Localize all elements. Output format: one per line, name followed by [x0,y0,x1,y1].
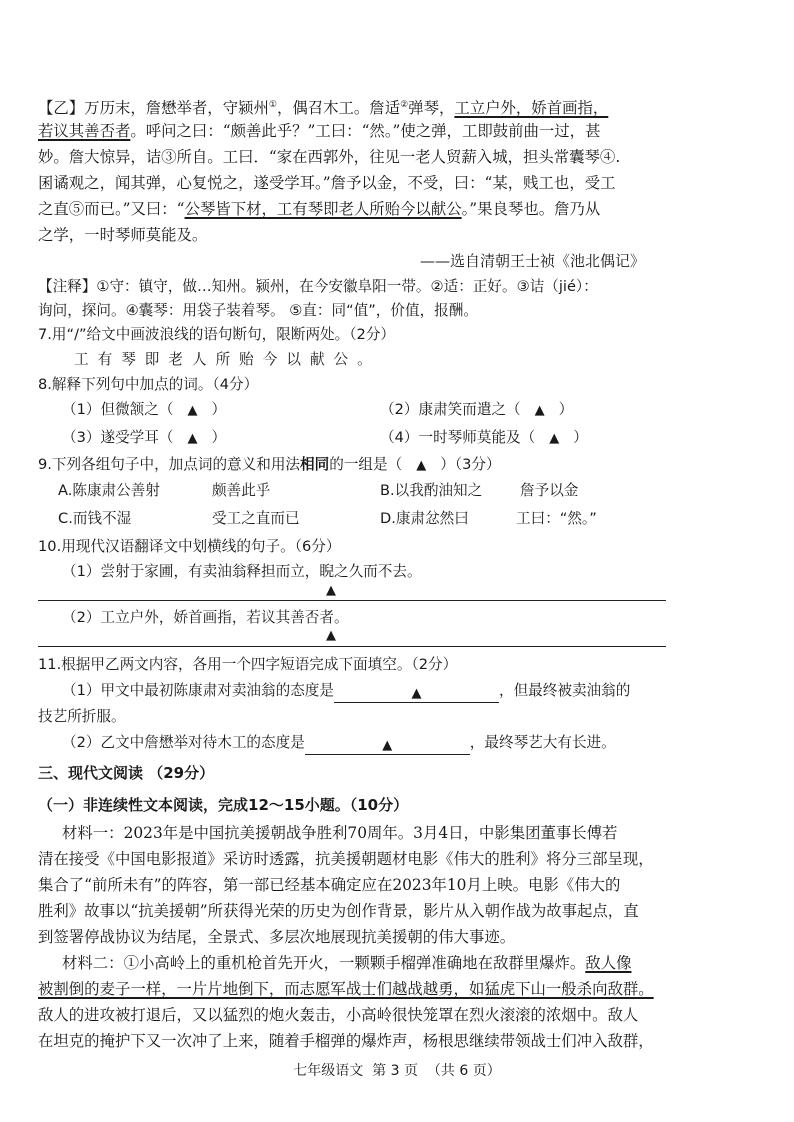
answer-line [38,600,666,601]
material-2-line-3: 敌人的进攻被打退后，又以猛烈的炮火轰击，小高岭很快笼罩在烈火滚滚的浓烟中。敌人 [38,1006,639,1024]
answer-blank-marker: ▲ [549,431,560,446]
underlined-sentence: 工立户外，娇首画指， [454,99,609,118]
answer-blank-marker: ▲ [187,403,198,418]
question-8-item-1: （1）但微颔之（ ▲ ） [62,401,227,418]
option-c-1: C.而钱不湿 [58,510,132,527]
notes-line-1: 【注释】①守：镇守，做…知州。颍州，在今安徽阜阳一带。②适：正好。③诘（jié）： [38,278,598,295]
question-8-item-3: （3）遂受学耳（ ▲ ） [62,429,227,446]
passage-line-6: 之学，一时琴师莫能及。 [38,226,208,244]
material-1-line-3: 集合了“前所未有”的阵容，第一部已经基本确定应在2023年10月上映。电影《伟大的 [38,876,621,894]
underlined-sentence: 若议其善否者 [38,122,131,140]
passage-line-3: 妙。詹大惊异，诘③所自。工曰．“家在西郭外，往见一老人贸薪入城，担头常囊琴④. [38,148,621,166]
wavy-underlined-sentence: 公琴皆下材，工有琴即老人所贻今以献公 [184,200,462,218]
option-c-2: 受工之直而已 [212,510,300,527]
option-d-2: 工曰：“然。” [516,510,597,527]
passage-line-1: 【乙】万历末，詹懋举者，守颍州①，偶召木工。詹适②弹琴，工立户外，娇首画指， [38,99,609,118]
fill-blank: ▲ [334,684,499,703]
subsection-title: （一）非连续性文本阅读，完成12～15小题。（10分） [38,796,409,814]
question-11: 11.根据甲乙两文内容，各用一个四字短语完成下面填空。（2分） [38,656,458,673]
passage-line-5: 之直⑤而已。”又曰：“公琴皆下材，工有琴即老人所贻今以献公。”果良琴也。詹乃从 [38,200,601,218]
answer-blank-marker: ▲ [187,431,198,446]
answer-blank-marker: ▲ [326,628,336,643]
material-2-line-4: 在坦克的掩护下又一次冲了上来，随着手榴弹的爆炸声，杨根思继续带领战士们冲入敌群， [38,1032,654,1050]
question-11-item-1: （1）甲文中最初陈康肃对卖油翁的态度是 ▲ ，但最终被卖油翁的 [62,682,631,701]
question-8: 8.解释下列句中加点的词。（4分） [38,376,259,393]
section-title: 三、现代文阅读 （29分） [38,764,215,782]
answer-line [38,646,666,647]
question-7: 7.用“/”给文中画波浪线的语句断句，限断两处。（2分） [38,326,396,343]
question-11-item-2: （2）乙文中詹懋举对待木工的态度是 ▲ ，最终琴艺大有长进。 [62,734,616,753]
option-d-1: D.康肃忿然曰 [380,510,469,527]
option-b-2: 詹予以金 [520,482,579,499]
material-1-line-4: 胜利》故事以“抗美援朝”所获得光荣的历史为创作背景，影片从入朝作战为故事起点，直 [38,902,639,920]
material-1-line-5: 到签署停战协议为结尾，全景式、多层次地展现抗美援朝的伟大事迹。 [38,928,516,946]
passage-line-2: 若议其善否者。呼问之曰：“颇善此乎？”工曰：“然。”使之弹，工即鼓前曲一过，甚 [38,122,601,140]
passage-line-4: 囷谲观之，闻其弹，心复悦之，遂受学耳。”詹予以金，不受，曰：“某，贱工也，受工 [38,174,616,192]
underlined-sentence: 被割倒的麦子一样，一片片地倒下，而志愿军战士们越战越勇，如猛虎下山一般杀向敌群。 [38,980,654,998]
answer-blank-marker: ▲ [534,403,545,418]
option-a-2: 颇善此乎 [212,482,271,499]
material-2-line-2 [38,976,670,1002]
option-b-1: B.以我酌油知之 [380,482,483,499]
question-10-item-2: （2）工立户外，娇首画指，若议其善否者。 [62,609,349,626]
question-10-item-1: （1）尝射于家圃，有卖油翁释担而立，睨之久而不去。 [62,563,422,580]
material-1-line-1: 材料一：2023年是中国抗美援朝战争胜利70周年。3月4日，中影集团董事长傅若 [62,824,618,842]
option-a-1: A.陈康肃公善射 [58,482,160,499]
question-8-item-2: （2）康肃笑而遣之（ ▲ ） [380,401,574,418]
question-11-item-1-cont: 技艺所折服。 [38,708,126,725]
underlined-sentence: 敌人像 [585,954,632,972]
answer-blank-marker: ▲ [326,583,336,598]
fill-blank: ▲ [305,736,470,755]
question-10: 10.用现代汉语翻译文中划横线的句子。（6分） [38,538,341,555]
question-9: 9.下列各组句子中，加点词的意义和用法相同的一组是（ ▲ ）（3分） [38,456,501,473]
page-footer: 七年级语文 第 3 页 （共 6 页） [293,1063,501,1079]
answer-blank-marker: ▲ [416,458,427,473]
question-7-sentence: 工有琴即老人所贻今以献公。 [74,351,381,368]
notes-line-2: 询问，探问。④囊琴：用袋子装着琴。 ⑤直：同“值”，价值，报酬。 [38,302,478,319]
material-1-line-2: 清在接受《中国电影报道》采访时透露，抗美援朝题材电影《伟大的胜利》将分三部呈现， [38,850,654,868]
material-2-line-1: 材料二：①小高岭上的重机枪首先开火，一颗颗手榴弹准确地在敌群里爆炸。敌人像 [62,954,632,972]
passage-source: ——选自清朝王士祯《池北偶记》 [420,252,646,270]
question-8-item-4: （4）一时琴师莫能及（ ▲ ） [380,429,588,446]
